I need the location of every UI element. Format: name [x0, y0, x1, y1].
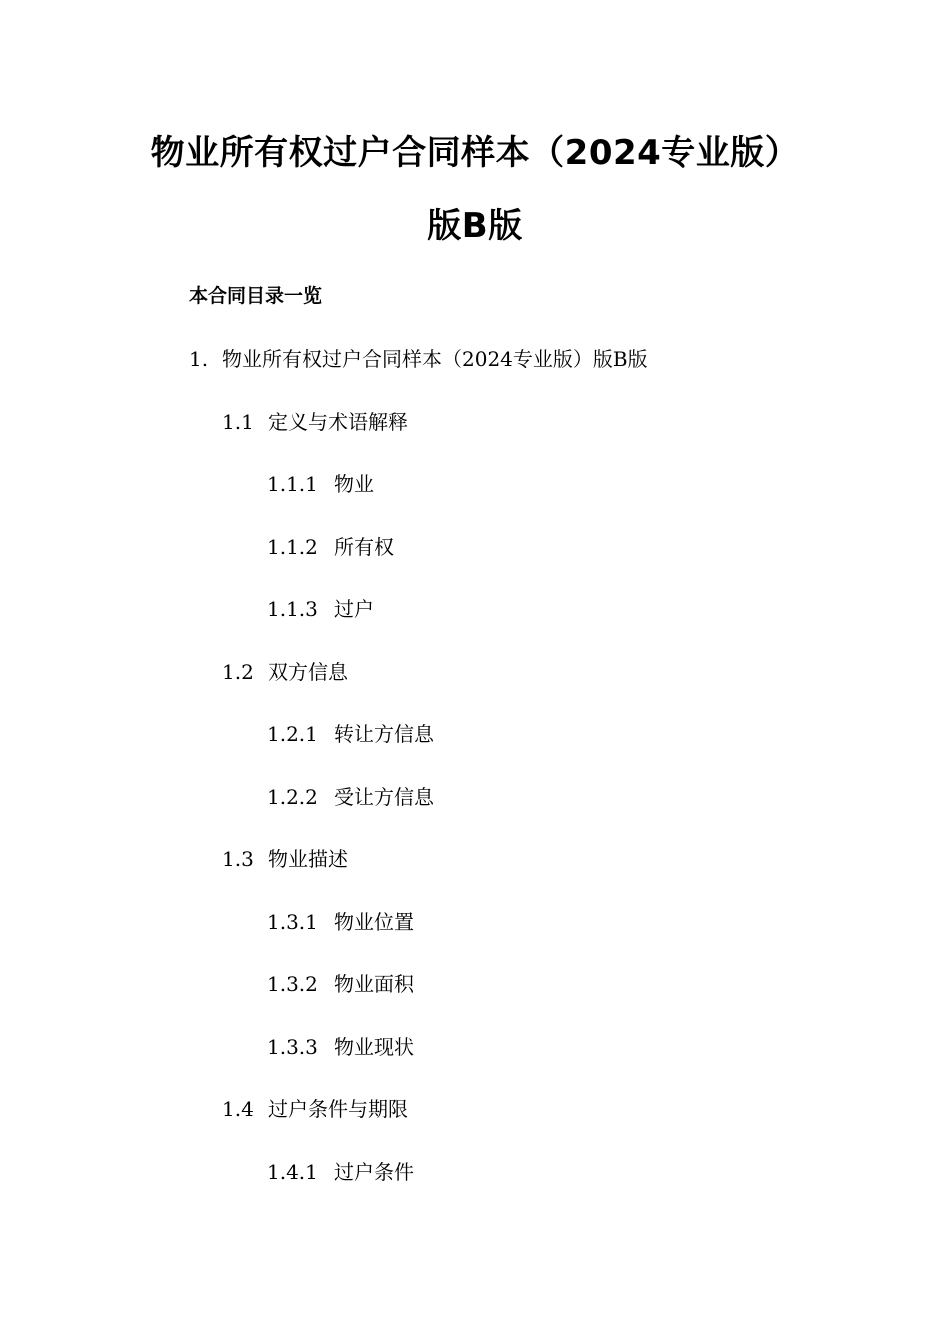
toc-item[interactable]	[189, 346, 648, 372]
toc-item-number: 1.2.2	[267, 785, 318, 809]
toc-item[interactable]	[267, 909, 414, 935]
toc-item-number: 1.1.2	[267, 535, 318, 559]
toc-item[interactable]	[222, 659, 348, 685]
toc-item[interactable]	[267, 1034, 414, 1060]
toc-item-text: 过户	[334, 597, 374, 621]
toc-item-number: 1.4	[222, 1097, 254, 1121]
toc-item[interactable]	[267, 534, 394, 560]
toc-item-number: 1.3.2	[267, 972, 318, 996]
toc-item-text: 物业描述	[268, 847, 348, 871]
toc-item-number: 1.2	[222, 660, 254, 684]
toc-item-number: 1.2.1	[267, 722, 318, 746]
toc-item[interactable]	[267, 471, 374, 497]
toc-item-number: 1.	[189, 347, 209, 371]
toc-item-text: 物业面积	[334, 972, 414, 996]
document-title-line-1: 物业所有权过户合同样本（2024专业版）	[150, 133, 800, 173]
toc-item-number: 1.4.1	[267, 1160, 318, 1184]
toc-item-text: 双方信息	[268, 660, 348, 684]
toc-item[interactable]	[267, 721, 434, 747]
toc-item-number: 1.1.1	[267, 472, 318, 496]
toc-item[interactable]	[267, 1159, 414, 1185]
toc-item-text: 物业	[334, 472, 374, 496]
toc-item-text: 物业位置	[334, 910, 414, 934]
toc-item-text: 定义与术语解释	[268, 410, 408, 434]
toc-item-text: 物业现状	[334, 1035, 414, 1059]
toc-item[interactable]	[222, 846, 348, 872]
toc-item-number: 1.1	[222, 410, 254, 434]
toc-item-text: 过户条件	[334, 1160, 414, 1184]
toc-item[interactable]	[267, 784, 434, 810]
toc-item-number: 1.3.1	[267, 910, 318, 934]
toc-item[interactable]	[267, 971, 414, 997]
toc-item-text: 过户条件与期限	[268, 1097, 408, 1121]
toc-item-text: 受让方信息	[334, 785, 434, 809]
toc-item-text: 转让方信息	[334, 722, 434, 746]
toc-item-number: 1.1.3	[267, 597, 318, 621]
toc-heading: 本合同目录一览	[189, 285, 323, 307]
toc-item-text: 所有权	[334, 535, 394, 559]
toc-item[interactable]	[267, 596, 374, 622]
document-title-line-2: 版B版	[427, 206, 523, 246]
toc-item[interactable]	[222, 409, 408, 435]
toc-item-text: 物业所有权过户合同样本（2024专业版）版B版	[222, 347, 648, 371]
toc-item-number: 1.3	[222, 847, 254, 871]
toc-item-number: 1.3.3	[267, 1035, 318, 1059]
toc-item[interactable]	[222, 1096, 408, 1122]
